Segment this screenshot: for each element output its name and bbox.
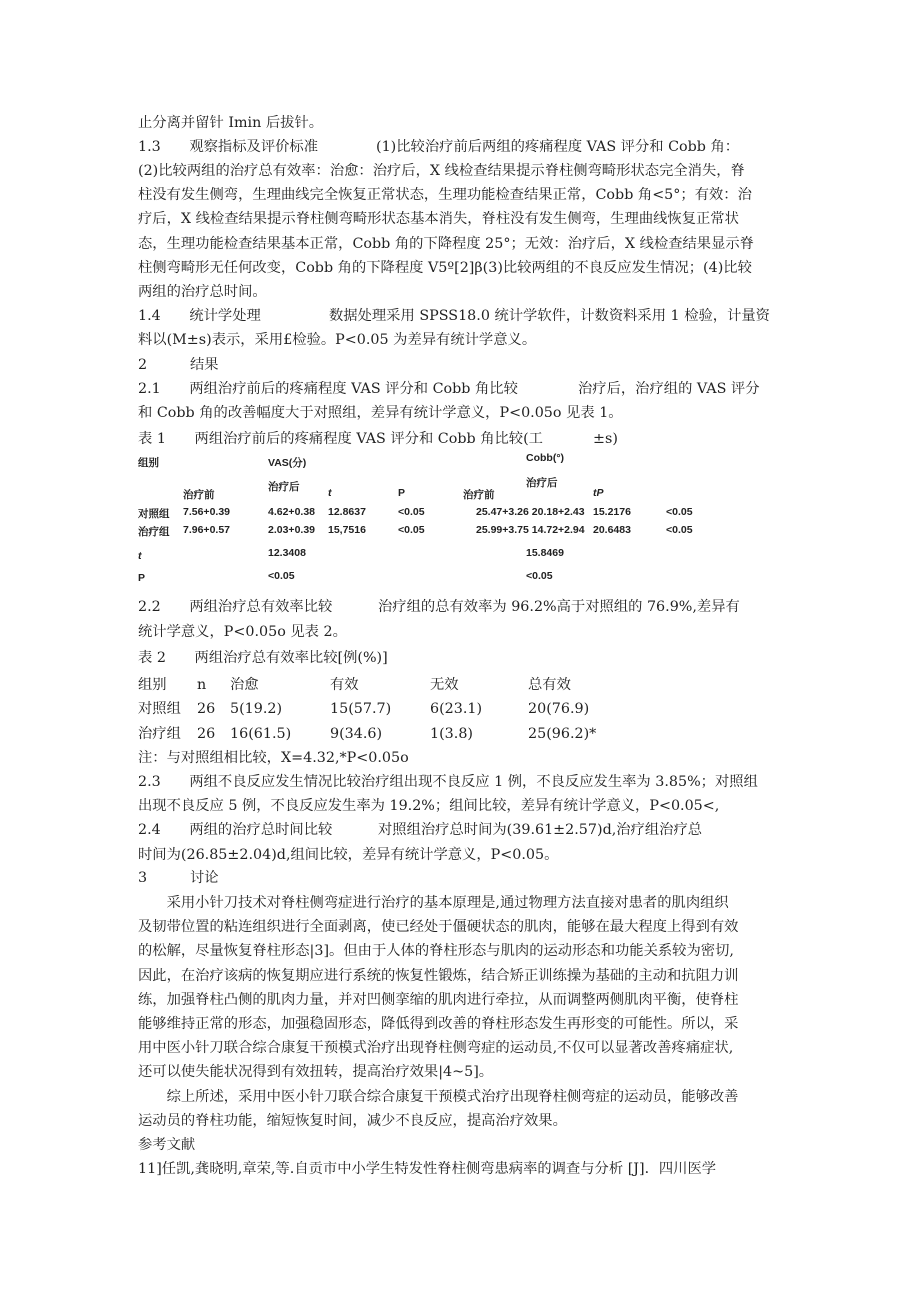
table-cell: <0.05 [666, 506, 693, 518]
table-cell: 15(57.7) [330, 701, 392, 717]
table-cell: 15,7516 [328, 524, 366, 536]
table-cell: <0.05 [526, 570, 553, 582]
table-cell: 25(96.2)* [528, 726, 597, 742]
section-heading-2-2: 2.2 两组治疗总有效率比较 [138, 599, 333, 615]
table1-header-before: 治疗前 [183, 489, 215, 501]
table-cell: 25.47+3.26 20.18+2.43 [476, 506, 585, 518]
text-line: 治疗组的总有效率为 96.2%高于对照组的 76.9%,差异有 [378, 599, 740, 615]
references-heading: 参考文献 [138, 1137, 196, 1153]
text-line: (1)比较治疗前后两组的疼痛程度 VAS 评分和 Cobb 角： [376, 139, 740, 155]
text-line: 采用小针刀技术对脊柱侧弯症进行治疗的基本原理是,通过物理方法直接对患者的肌肉组织 [138, 895, 729, 911]
reference-item: 11]任凯,龚晓明,章荣,等.自贡市中小学生特发性脊柱侧弯患病率的调查与分析 [J]．四川医学 [138, 1161, 717, 1177]
table1-header-after: 治疗后 [268, 481, 300, 493]
table-cell: 7.96+0.57 [183, 524, 231, 536]
text-line: 疗后，X 线检查结果提示脊柱侧弯畸形状态基本消失，脊柱没有发生侧弯，生理曲线恢复正常状 [138, 211, 739, 227]
text-line: 还可以使失能状况得到有效扭转，提高治疗效果|4~5]。 [138, 1064, 494, 1080]
text-line: 用中医小针刀联合综合康复干预模式治疗出现脊柱侧弯症的运动员,不仅可以显著改善疼痛症状, [138, 1040, 734, 1056]
table-row-label: 治疗组 [138, 726, 181, 742]
table-row-label: 对照组 [138, 508, 170, 520]
table1-header-before-cobb: 治疗前 [463, 489, 495, 501]
table1-header-p: P [398, 487, 406, 499]
table-cell: 5(19.2) [230, 701, 283, 717]
text-line: 时间为(26.85±2.04)d,组间比较，差异有统计学意义，P<0.05。 [138, 847, 559, 863]
table1-header-group: 组别 [138, 457, 159, 469]
table1-header-vas: VAS(分) [268, 457, 307, 469]
text-line: (2)比较两组的治疗总有效率：治愈：治疗后，X 线检查结果提示脊柱侧弯畸形状态完全消失，脊 [138, 163, 745, 179]
table-cell: 2.03+0.39 [268, 524, 316, 536]
section-heading-2-1: 2.1 两组治疗前后的疼痛程度 VAS 评分和 Cobb 角比较 [138, 381, 518, 397]
table-cell: <0.05 [666, 524, 693, 536]
text-line: 治疗后，治疗组的 VAS 评分 [578, 381, 760, 397]
text-line: 柱没有发生侧弯，生理曲线完全恢复正常状态，生理功能检查结果正常，Cobb 角<5°；有效：治 [138, 187, 752, 203]
text-line: 两组的治疗总时间。 [138, 284, 267, 300]
table-row-label: 对照组 [138, 701, 181, 717]
text-line: 因此，在治疗该病的恢复期应进行系统的恢复性锻炼，结合矫正训练操为基础的主动和抗阻力训 [138, 968, 739, 984]
section-heading-1-4: 1.4 统计学处理 [138, 308, 261, 324]
text-line: 数据处理采用 SPSS18.0 统计学软件，计数资料采用 1 检验，计量资 [329, 308, 770, 324]
table-cell: 9(34.6) [330, 726, 383, 742]
section-heading-2-4: 2.4 两组的治疗总时间比较 [138, 822, 333, 838]
table1-header-after-cobb: 治疗后 [526, 477, 558, 489]
text-line: 能够维持正常的形态，加强稳固形态，降低得到改善的脊柱形态发生再形变的可能性。所以，采 [138, 1016, 739, 1032]
text-line: 综上所述，采用中医小针刀联合综合康复干预模式治疗出现脊柱侧弯症的运动员，能够改善 [138, 1089, 739, 1105]
table-cell: 7.56+0.39 [183, 506, 231, 518]
table-cell: 26 [197, 726, 216, 742]
text-line: 和 Cobb 角的改善幅度大于对照组，差异有统计学意义，P<0.05o 见表 1。 [138, 405, 623, 421]
table-cell: <0.05 [398, 506, 425, 518]
table-row-label: P [138, 572, 146, 584]
text-line: 统计学意义，P<0.05o 见表 2。 [138, 624, 347, 640]
text-line: 态，生理功能检查结果基本正常，Cobb 角的下降程度 25°；无效：治疗后，X 线检查结果显示脊 [138, 236, 754, 252]
table-row-label: t [138, 550, 142, 562]
table-cell: 15.2176 [593, 506, 631, 518]
table-cell: 26 [197, 701, 216, 717]
text-line: 柱侧弯畸形无任何改变，Cobb 角的下降程度 V5º[2]β(3)比较两组的不良反应发生情况；(4)比较 [138, 260, 752, 276]
table-cell: <0.05 [398, 524, 425, 536]
text-line: 运动员的脊柱功能，缩短恢复时间，减少不良反应，提高治疗效果。 [138, 1113, 567, 1129]
text-line: 出现不良反应 5 例，不良反应发生率为 19.2%；组间比较，差异有统计学意义，P<0.05<, [138, 798, 720, 814]
table2-header: n [197, 677, 207, 693]
table1-header-tp: tP [593, 487, 604, 499]
table-cell: 1(3.8) [430, 726, 473, 742]
table1-header-t: t [328, 487, 332, 499]
table-row-label: 治疗组 [138, 526, 170, 538]
text-line: 练，加强脊柱凸侧的肌肉力量，并对凹侧挛缩的肌肉进行牵拉，从而调整两侧肌肉平衡，使脊柱 [138, 992, 739, 1008]
table1-caption: 表 1 两组治疗前后的疼痛程度 VAS 评分和 Cobb 角比较(工 [138, 431, 543, 447]
table-cell: 25.99+3.75 14.72+2.94 [476, 524, 585, 536]
table2-header: 有效 [330, 677, 359, 693]
table2-header: 组别 [138, 677, 167, 693]
table2-header: 治愈 [230, 677, 259, 693]
text-line: 及韧带位置的粘连组织进行全面剥离，使已经处于僵硬状态的肌肉，能够在最大程度上得到有效 [138, 919, 739, 935]
table2-header: 无效 [430, 677, 459, 693]
text-line: 止分离并留针 Imin 后拔针。 [138, 115, 324, 131]
table-cell: 6(23.1) [430, 701, 483, 717]
text-line: 的松解，尽量恢复脊柱形态|3]。但由于人体的脊柱形态与肌肉的运动形态和功能关系较为密切, [138, 943, 734, 959]
section-heading-2-3: 2.3 两组不良反应发生情况比较治疗组出现不良反应 1 例，不良反应发生率为 3.85%；对照组 [138, 774, 758, 790]
section-heading-3: 3 讨论 [138, 870, 219, 886]
text-line: 对照组治疗总时间为(39.61±2.57)d,治疗组治疗总 [378, 822, 703, 838]
text-line: 料以(M±s)表示，采用£检验。P<0.05 为差异有统计学意义。 [138, 332, 537, 348]
table2-note: 注：与对照组相比较，X=4.32,*P<0.05o [138, 750, 409, 766]
table-cell: <0.05 [268, 570, 295, 582]
table-cell: 20.6483 [593, 524, 631, 536]
table1-caption-tail: ±s) [593, 431, 618, 447]
table2-caption: 表 2 两组治疗总有效率比较[例(%)] [138, 650, 388, 666]
table-cell: 20(76.9) [528, 701, 590, 717]
section-heading-2: 2 结果 [138, 357, 219, 373]
table-cell: 4.62+0.38 [268, 506, 316, 518]
table-cell: 12.8637 [328, 506, 366, 518]
table-cell: 12.3408 [268, 547, 306, 559]
table1-header-cobb: Cobb(°) [526, 452, 565, 464]
table-cell: 16(61.5) [230, 726, 292, 742]
table-cell: 15.8469 [526, 547, 564, 559]
section-heading-1-3: 1.3 观察指标及评价标准 [138, 139, 319, 155]
table2-header: 总有效 [528, 677, 571, 693]
